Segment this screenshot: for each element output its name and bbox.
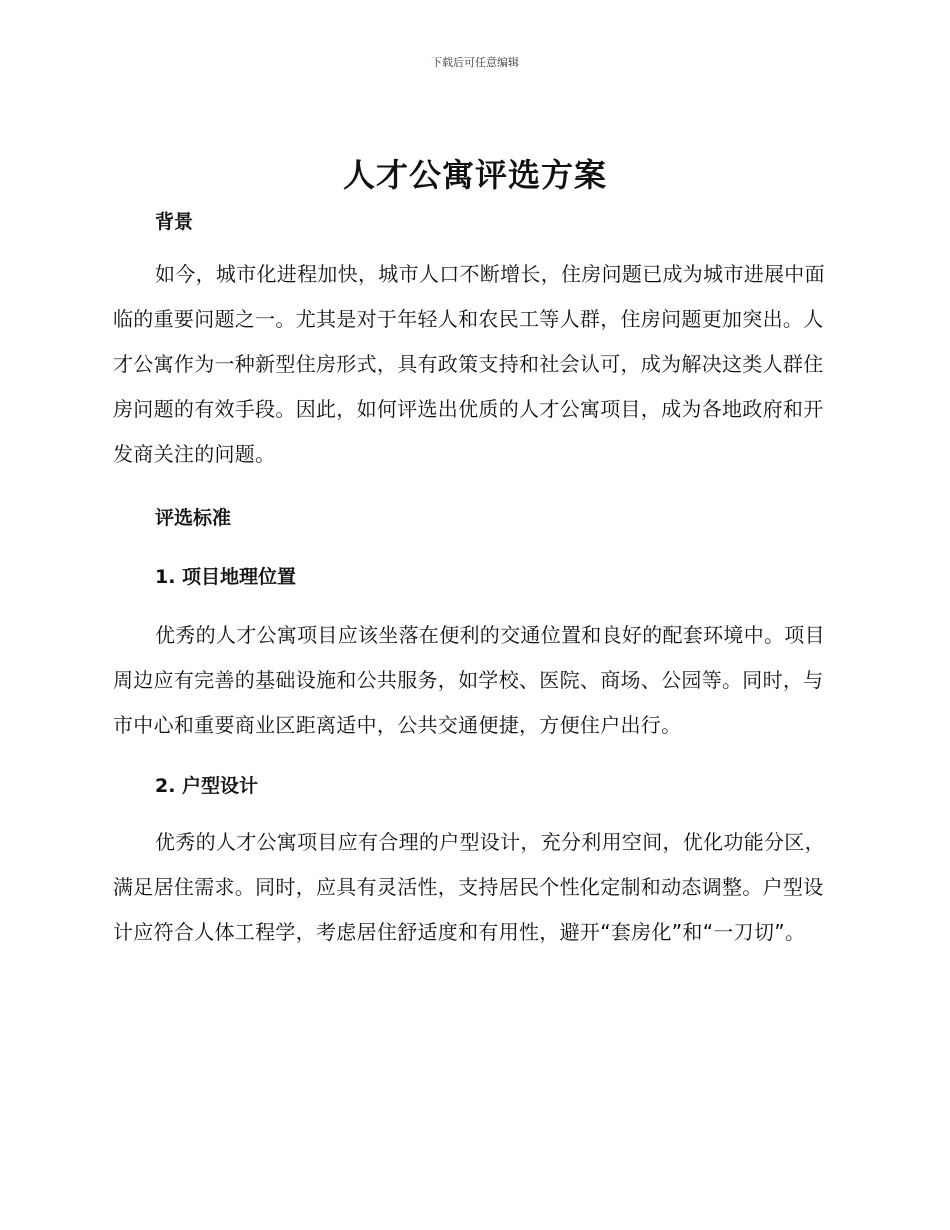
section-heading-criteria: 评选标准: [155, 507, 232, 529]
paragraph-location: 优秀的人才公寓项目应该坐落在便利的交通位置和良好的配套环境中。项目周边应有完善的基础设施和公共服务，如学校、医院、商场、公园等。同时，与市中心和重要商业区距离适中，公共交通便捷，方便住户出行。: [113, 623, 825, 737]
subsection-heading-layout: 2. 户型设计: [155, 775, 259, 797]
subsection-heading-location: 1. 项目地理位置: [155, 566, 297, 588]
header-note: 下载后可任意编辑: [431, 56, 519, 69]
document-body: [113, 205, 833, 955]
section-heading-background: 背景: [155, 211, 194, 233]
document-title: 人才公寓评选方案: [342, 156, 607, 194]
paragraph-background: 如今，城市化进程加快，城市人口不断增长，住房问题已成为城市进展中面临的重要问题之一。尤其是对于年轻人和农民工等人群，住房问题更加突出。人才公寓作为一种新型住房形式，具有政策支持和社会认可，成为解决这类人群住房问题的有效手段。因此，如何评选出优质的人才公寓项目，成为各地政府和开发商关注的问题。: [113, 262, 825, 466]
paragraph-layout: 优秀的人才公寓项目应有合理的户型设计，充分利用空间，优化功能分区，满足居住需求。同时，应具有灵活性，支持居民个性化定制和动态调整。户型设计应符合人体工程学，考虑居住舒适度和有用性，避开“套房化”和“一刀切”。: [113, 830, 825, 944]
